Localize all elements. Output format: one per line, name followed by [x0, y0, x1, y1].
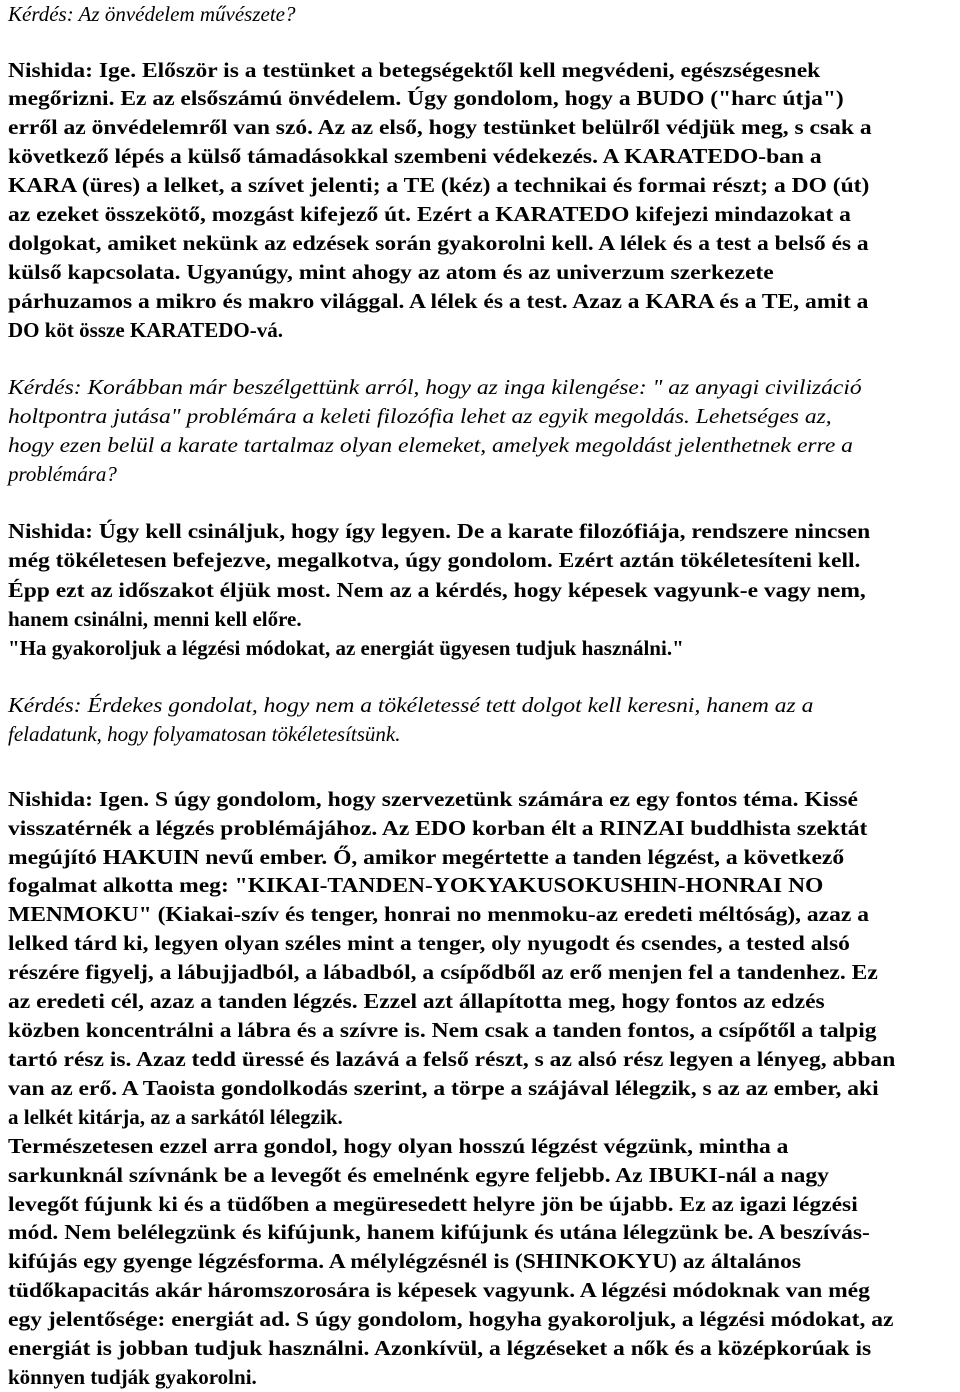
question-line: holtpontra jutása" problémára a keleti filozófia lehet az egyik megoldás. Lehetséges az,	[8, 404, 832, 428]
answer-line: Nishida: Úgy kell csinálјuk, hogy így legyen. De a karate filozófiája, rendszere nincsen	[8, 519, 871, 543]
answer-line: dolgokat, amiket nekünk az edzések során gyakorolni kell. A lélek és a test a belső és a	[8, 231, 869, 255]
answer-line: a lelkét kitárja, az a sarkától lélegzik.	[8, 1105, 343, 1129]
answer-line: "Ha gyakoroljuk a légzési módokat, az energiát ügyesen tudjuk használni."	[8, 636, 684, 660]
answer-line: MENMOKU" (Kiakai-szív és tenger, honrai no menmoku-az eredeti méltóság), azaz a	[8, 902, 869, 926]
answer-line: fogalmat alkotta meg: "KIKAI-TANDEN-YOKYAKUSOKUSHIN-HONRAI NO	[8, 873, 824, 897]
question-line: Kérdés: Az önvédelem művészete?	[8, 2, 296, 26]
answer-line: DO köt össze KARATEDO-vá.	[8, 318, 283, 342]
answer-line: hanem csinálni, menni kell előre.	[8, 607, 302, 631]
answer-line: mód. Nem belélegzünk és kifújunk, hanem kifújunk és utána lélegzünk be. A beszívás-	[8, 1220, 870, 1244]
question-line: Kérdés: Korábban már beszélgettünk arról, hogy az inga kilengése: " az anyagi civilizáció	[8, 375, 862, 399]
answer-line: KARA (üres) a lelket, a szívet jelenti; a TE (kéz) a technikai és formai részt; a DO (út)	[8, 173, 870, 197]
answer-line: egy jelentősége: energiát ad. S úgy gondolom, hogyha gyakoroljuk, a légzési módokat, az	[8, 1307, 894, 1331]
answer-line: megőrizni. Ez az elsőszámú önvédelem. Úgy gondolom, hogy a BUDO ("harc útja")	[8, 86, 844, 110]
answer-line: könnyen tudják gyakorolni.	[8, 1365, 257, 1389]
answer-line: közben koncentrálni a lábra és a szívre is. Nem csak a tanden fontos, a csípőtől a talpig	[8, 1018, 877, 1042]
question-line: feladatunk, hogy folyamatosan tökéletesítsünk.	[8, 722, 401, 746]
answer-line: tüdőkapacitás akár háromszorosára is képesek vagyunk. A légzési módoknak van még	[8, 1278, 870, 1302]
answer-line: Természetesen ezzel arra gondol, hogy olyan hosszú légzést végzünk, mintha a	[8, 1134, 789, 1158]
answer-line: még tökéletesen befejezve, megalkotva, úgy gondolom. Ezért aztán tökéletesíteni kell.	[8, 548, 861, 572]
question-line: problémára?	[8, 462, 117, 486]
answer-line: külső kapcsolata. Ugyanúgy, mint ahogy az atom és az univerzum szerkezete	[8, 260, 774, 284]
answer-line: Nishida: Igen. S úgy gondolom, hogy szervezetünk számára ez egy fontos téma. Kissé	[8, 787, 858, 811]
answer-line: van az erő. A Taoista gondolkodás szerint, a törpe a szájával lélegzik, s az az ember, aki	[8, 1076, 879, 1100]
question-line: hogy ezen belül a karate tartalmaz olyan elemeket, amelyek megoldást jelenthetnek erre a	[8, 433, 853, 457]
answer-line: energiát is jobban tudjuk használni. Azonkívül, a légzéseket a nők és a középkorúak is	[8, 1336, 872, 1360]
answer-line: erről az önvédelemről van szó. Az az első, hogy testünket belülről védjük meg, s csak a	[8, 115, 872, 139]
answer-line: kifújás egy gyenge légzésforma. A mélylégzésnél is (SHINKOKYU) az általános	[8, 1249, 802, 1273]
answer-line: az ezeket összekötő, mozgást kifejező út. Ezért a KARATEDO kifejezi mindazokat a	[8, 202, 851, 226]
answer-line: tartó rész is. Azaz tedd üressé és lazává a felső részt, s az alsó rész legyen a lényeg, abban	[8, 1047, 896, 1071]
answer-line: az eredeti cél, azaz a tanden légzés. Ezzel azt állapította meg, hogy fontos az edzés	[8, 989, 825, 1013]
answer-line: levegőt fújunk ki és a tüdőben a megüresedett helyre jön be újabb. Ez az igazi légzési	[8, 1192, 858, 1216]
answer-line: megújító HAKUIN nevű ember. Ő, amikor megértette a tanden légzést, a következő	[8, 845, 845, 869]
answer-line: következő lépés a külső támadásokkal szembeni védekezés. A KARATEDO-ban a	[8, 144, 822, 168]
question-line: Kérdés: Érdekes gondolat, hogy nem a tökéletessé tett dolgot kell keresni, hanem az a	[8, 693, 814, 717]
answer-line: lelked tárd ki, legyen olyan széles mint a tenger, oly nyugodt és csendes, a tested alsó	[8, 931, 850, 955]
answer-line: visszatérnék a légzés problémájához. Az EDO korban élt a RINZAI buddhista szektát	[8, 816, 868, 840]
answer-line: részére figyelj, a lábujjadból, a lábadból, a csípődből az erő menjen fel a tandenhez. Ez	[8, 960, 878, 984]
answer-line: Épp ezt az időszakot éljük most. Nem az a kérdés, hogy képesek vagyunk-e vagy nem,	[8, 578, 866, 602]
answer-line: Nishida: Ige. Először is a testünket a betegségektől kell megvédeni, egészségesnek	[8, 58, 821, 82]
answer-line: sarkunknál szívnánk be a levegőt és emelnénk egyre feljebb. Az IBUKI-nál a nagy	[8, 1163, 829, 1187]
answer-line: párhuzamos a mikro és makro világgal. A lélek és a test. Azaz a KARA és a TE, amit a	[8, 289, 869, 313]
